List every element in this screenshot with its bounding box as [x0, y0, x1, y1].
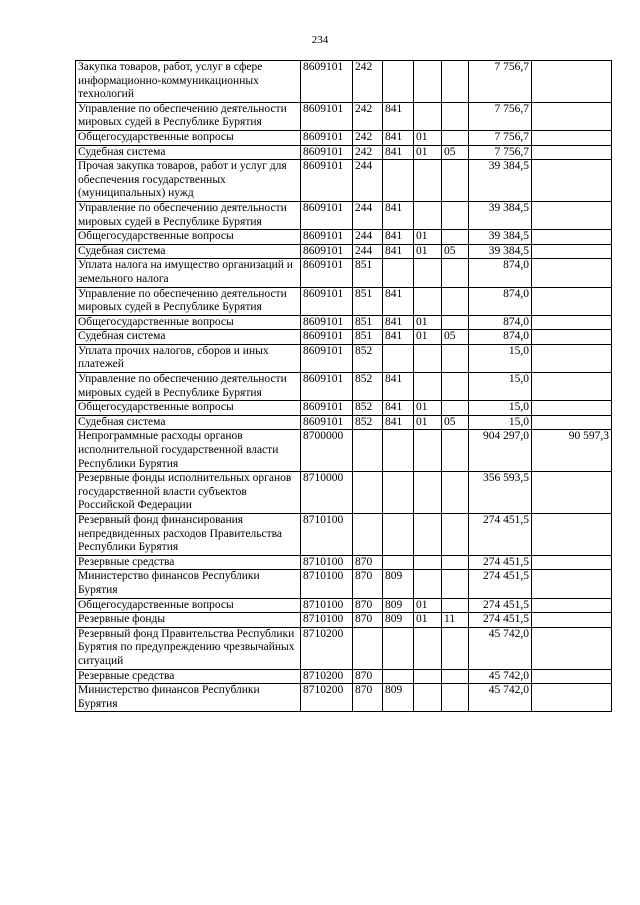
table-row: [76, 684, 612, 712]
table-row: [76, 287, 612, 315]
expense-type-cell: 851: [353, 259, 383, 287]
table-row: [76, 145, 612, 160]
subsection-cell: 05: [442, 415, 469, 430]
expense-name-cell: Уплата прочих налогов, сборов и иных платежей: [76, 344, 301, 372]
expense-type-cell: 852: [353, 415, 383, 430]
table-row: [76, 555, 612, 570]
ministry-code-cell: 841: [383, 102, 414, 130]
section-cell: [414, 555, 442, 570]
target-article-cell: 8710100: [301, 598, 353, 613]
expense-type-cell: 244: [353, 230, 383, 245]
subsection-cell: 05: [442, 330, 469, 345]
section-cell: [414, 627, 442, 669]
expense-name-cell: Уплата налога на имущество организаций и земельного налога: [76, 259, 301, 287]
expense-name-cell: Общегосударственные вопросы: [76, 230, 301, 245]
subsection-cell: [442, 598, 469, 613]
target-article-cell: 8710200: [301, 669, 353, 684]
table-row: [76, 373, 612, 401]
amount-cell: 356 593,5: [469, 472, 532, 514]
section-cell: [414, 430, 442, 472]
ministry-code-cell: 841: [383, 315, 414, 330]
amount-extra-cell: [532, 555, 612, 570]
ministry-code-cell: 841: [383, 145, 414, 160]
section-cell: 01: [414, 230, 442, 245]
expense-name-cell: Управление по обеспечению деятельности мировых судей в Республике Бурятия: [76, 287, 301, 315]
expense-type-cell: 242: [353, 61, 383, 103]
target-article-cell: 8609101: [301, 102, 353, 130]
table-row: [76, 102, 612, 130]
subsection-cell: [442, 555, 469, 570]
subsection-cell: [442, 160, 469, 202]
expense-name-cell: Общегосударственные вопросы: [76, 130, 301, 145]
section-cell: [414, 61, 442, 103]
target-article-cell: 8710100: [301, 613, 353, 628]
ministry-code-cell: 841: [383, 330, 414, 345]
expense-type-cell: [353, 627, 383, 669]
section-cell: [414, 102, 442, 130]
section-cell: [414, 160, 442, 202]
expense-name-cell: Резервные фонды исполнительных органов государственной власти субъектов Российской Федерации: [76, 472, 301, 514]
expense-type-cell: 870: [353, 555, 383, 570]
subsection-cell: [442, 373, 469, 401]
target-article-cell: 8710000: [301, 472, 353, 514]
section-cell: 01: [414, 145, 442, 160]
amount-extra-cell: [532, 61, 612, 103]
amount-extra-cell: [532, 344, 612, 372]
subsection-cell: [442, 627, 469, 669]
amount-cell: 39 384,5: [469, 201, 532, 229]
section-cell: [414, 201, 442, 229]
amount-extra-cell: [532, 684, 612, 712]
amount-extra-cell: [532, 570, 612, 598]
expense-type-cell: 244: [353, 160, 383, 202]
table-row: [76, 627, 612, 669]
amount-cell: 15,0: [469, 415, 532, 430]
amount-extra-cell: [532, 130, 612, 145]
target-article-cell: 8609101: [301, 201, 353, 229]
amount-extra-cell: 90 597,3: [532, 430, 612, 472]
amount-cell: 39 384,5: [469, 244, 532, 259]
amount-cell: 39 384,5: [469, 160, 532, 202]
table-row: [76, 201, 612, 229]
amount-extra-cell: [532, 230, 612, 245]
subsection-cell: [442, 430, 469, 472]
section-cell: 01: [414, 330, 442, 345]
ministry-code-cell: [383, 555, 414, 570]
amount-cell: 874,0: [469, 287, 532, 315]
amount-extra-cell: [532, 514, 612, 556]
ministry-code-cell: 809: [383, 598, 414, 613]
amount-extra-cell: [532, 315, 612, 330]
ministry-code-cell: 841: [383, 130, 414, 145]
table-row: [76, 344, 612, 372]
subsection-cell: [442, 669, 469, 684]
target-article-cell: 8609101: [301, 160, 353, 202]
subsection-cell: [442, 570, 469, 598]
target-article-cell: 8609101: [301, 315, 353, 330]
expense-name-cell: Общегосударственные вопросы: [76, 401, 301, 416]
ministry-code-cell: 809: [383, 570, 414, 598]
amount-cell: 874,0: [469, 330, 532, 345]
expense-name-cell: Прочая закупка товаров, работ и услуг для обеспечения государственных (муниципальных) нужд: [76, 160, 301, 202]
amount-cell: 39 384,5: [469, 230, 532, 245]
target-article-cell: 8609101: [301, 401, 353, 416]
ministry-code-cell: [383, 627, 414, 669]
target-article-cell: 8710200: [301, 627, 353, 669]
table-row: [76, 401, 612, 416]
amount-cell: 904 297,0: [469, 430, 532, 472]
expense-type-cell: [353, 472, 383, 514]
table-row: [76, 415, 612, 430]
amount-extra-cell: [532, 373, 612, 401]
table-row: [76, 315, 612, 330]
amount-extra-cell: [532, 259, 612, 287]
amount-cell: 274 451,5: [469, 514, 532, 556]
expense-type-cell: 244: [353, 244, 383, 259]
section-cell: [414, 259, 442, 287]
target-article-cell: 8609101: [301, 130, 353, 145]
subsection-cell: [442, 259, 469, 287]
subsection-cell: [442, 684, 469, 712]
amount-cell: 45 742,0: [469, 627, 532, 669]
section-cell: [414, 684, 442, 712]
amount-extra-cell: [532, 613, 612, 628]
section-cell: [414, 570, 442, 598]
target-article-cell: 8710100: [301, 570, 353, 598]
ministry-code-cell: [383, 259, 414, 287]
subsection-cell: [442, 102, 469, 130]
subsection-cell: [442, 401, 469, 416]
expense-name-cell: Резервные фонды: [76, 613, 301, 628]
subsection-cell: [442, 230, 469, 245]
section-cell: [414, 344, 442, 372]
ministry-code-cell: 841: [383, 415, 414, 430]
expense-type-cell: 242: [353, 145, 383, 160]
amount-cell: 274 451,5: [469, 613, 532, 628]
expense-type-cell: 852: [353, 401, 383, 416]
target-article-cell: 8609101: [301, 61, 353, 103]
subsection-cell: [442, 130, 469, 145]
target-article-cell: 8710100: [301, 514, 353, 556]
page-number: 234: [311, 34, 329, 46]
amount-cell: 274 451,5: [469, 570, 532, 598]
target-article-cell: 8609101: [301, 287, 353, 315]
amount-cell: 15,0: [469, 401, 532, 416]
section-cell: [414, 472, 442, 514]
amount-extra-cell: [532, 472, 612, 514]
expense-type-cell: [353, 514, 383, 556]
amount-cell: 15,0: [469, 373, 532, 401]
subsection-cell: [442, 201, 469, 229]
amount-cell: 7 756,7: [469, 130, 532, 145]
amount-cell: 874,0: [469, 259, 532, 287]
ministry-code-cell: [383, 472, 414, 514]
subsection-cell: 05: [442, 145, 469, 160]
target-article-cell: 8609101: [301, 230, 353, 245]
table-row: [76, 430, 612, 472]
expense-name-cell: Министерство финансов Республики Бурятия: [76, 570, 301, 598]
table-row: [76, 598, 612, 613]
amount-cell: 274 451,5: [469, 555, 532, 570]
amount-extra-cell: [532, 415, 612, 430]
expense-name-cell: Министерство финансов Республики Бурятия: [76, 684, 301, 712]
table-row: [76, 613, 612, 628]
expense-name-cell: Судебная система: [76, 145, 301, 160]
target-article-cell: 8700000: [301, 430, 353, 472]
expense-name-cell: Судебная система: [76, 330, 301, 345]
amount-cell: 874,0: [469, 315, 532, 330]
section-cell: 01: [414, 130, 442, 145]
table-row: [76, 669, 612, 684]
table-row: [76, 259, 612, 287]
expense-name-cell: Непрограммные расходы органов исполнительной государственной власти Республики Бурятия: [76, 430, 301, 472]
section-cell: [414, 287, 442, 315]
amount-cell: 15,0: [469, 344, 532, 372]
amount-extra-cell: [532, 669, 612, 684]
expense-type-cell: [353, 430, 383, 472]
ministry-code-cell: [383, 669, 414, 684]
amount-extra-cell: [532, 244, 612, 259]
section-cell: 01: [414, 401, 442, 416]
section-cell: [414, 373, 442, 401]
amount-extra-cell: [532, 201, 612, 229]
expense-type-cell: 870: [353, 598, 383, 613]
amount-extra-cell: [532, 102, 612, 130]
table-row: [76, 514, 612, 556]
target-article-cell: 8609101: [301, 330, 353, 345]
expense-name-cell: Резервный фонд Правительства Республики Бурятия по предупреждению чрезвычайных ситуаций: [76, 627, 301, 669]
section-cell: [414, 669, 442, 684]
table-row: [76, 570, 612, 598]
ministry-code-cell: 841: [383, 230, 414, 245]
ministry-code-cell: [383, 160, 414, 202]
target-article-cell: 8609101: [301, 344, 353, 372]
ministry-code-cell: 841: [383, 244, 414, 259]
expense-name-cell: Резервные средства: [76, 555, 301, 570]
table-row: [76, 230, 612, 245]
expense-name-cell: Закупка товаров, работ, услуг в сфере информационно-коммуникационных технологий: [76, 61, 301, 103]
amount-extra-cell: [532, 627, 612, 669]
ministry-code-cell: [383, 430, 414, 472]
table-row: [76, 61, 612, 103]
expense-type-cell: 242: [353, 102, 383, 130]
target-article-cell: 8609101: [301, 415, 353, 430]
expense-type-cell: 870: [353, 669, 383, 684]
target-article-cell: 8609101: [301, 373, 353, 401]
table-row: [76, 472, 612, 514]
expense-name-cell: Управление по обеспечению деятельности мировых судей в Республике Бурятия: [76, 102, 301, 130]
expense-type-cell: 851: [353, 315, 383, 330]
subsection-cell: [442, 344, 469, 372]
amount-extra-cell: [532, 145, 612, 160]
expense-name-cell: Судебная система: [76, 415, 301, 430]
subsection-cell: [442, 514, 469, 556]
expense-name-cell: Общегосударственные вопросы: [76, 315, 301, 330]
amount-extra-cell: [532, 160, 612, 202]
expense-type-cell: 870: [353, 684, 383, 712]
expense-name-cell: Судебная система: [76, 244, 301, 259]
expense-type-cell: 852: [353, 373, 383, 401]
target-article-cell: 8609101: [301, 145, 353, 160]
expense-type-cell: 870: [353, 613, 383, 628]
budget-table: [75, 60, 612, 712]
table-row: [76, 160, 612, 202]
section-cell: 01: [414, 244, 442, 259]
subsection-cell: 11: [442, 613, 469, 628]
expense-type-cell: 851: [353, 287, 383, 315]
ministry-code-cell: 841: [383, 201, 414, 229]
section-cell: 01: [414, 598, 442, 613]
expense-type-cell: 851: [353, 330, 383, 345]
expense-name-cell: Общегосударственные вопросы: [76, 598, 301, 613]
table-row: [76, 244, 612, 259]
amount-extra-cell: [532, 598, 612, 613]
ministry-code-cell: [383, 514, 414, 556]
amount-cell: 45 742,0: [469, 669, 532, 684]
ministry-code-cell: [383, 344, 414, 372]
expense-type-cell: 852: [353, 344, 383, 372]
ministry-code-cell: 809: [383, 613, 414, 628]
amount-cell: 7 756,7: [469, 61, 532, 103]
expense-type-cell: 242: [353, 130, 383, 145]
section-cell: 01: [414, 613, 442, 628]
ministry-code-cell: 809: [383, 684, 414, 712]
expense-type-cell: 870: [353, 570, 383, 598]
budget-table-body: [76, 61, 612, 712]
subsection-cell: 05: [442, 244, 469, 259]
ministry-code-cell: 841: [383, 373, 414, 401]
target-article-cell: 8609101: [301, 244, 353, 259]
ministry-code-cell: 841: [383, 287, 414, 315]
amount-extra-cell: [532, 330, 612, 345]
table-row: [76, 330, 612, 345]
ministry-code-cell: [383, 61, 414, 103]
amount-extra-cell: [532, 401, 612, 416]
section-cell: [414, 514, 442, 556]
expense-name-cell: Резервный фонд финансирования непредвиденных расходов Правительства Республики Бурятия: [76, 514, 301, 556]
expense-name-cell: Управление по обеспечению деятельности мировых судей в Республике Бурятия: [76, 373, 301, 401]
target-article-cell: 8710200: [301, 684, 353, 712]
section-cell: 01: [414, 415, 442, 430]
amount-cell: 7 756,7: [469, 145, 532, 160]
expense-name-cell: Резервные средства: [76, 669, 301, 684]
subsection-cell: [442, 287, 469, 315]
table-row: [76, 130, 612, 145]
expense-name-cell: Управление по обеспечению деятельности мировых судей в Республике Бурятия: [76, 201, 301, 229]
target-article-cell: 8710100: [301, 555, 353, 570]
ministry-code-cell: 841: [383, 401, 414, 416]
target-article-cell: 8609101: [301, 259, 353, 287]
amount-extra-cell: [532, 287, 612, 315]
subsection-cell: [442, 61, 469, 103]
subsection-cell: [442, 315, 469, 330]
amount-cell: 274 451,5: [469, 598, 532, 613]
amount-cell: 45 742,0: [469, 684, 532, 712]
amount-cell: 7 756,7: [469, 102, 532, 130]
expense-type-cell: 244: [353, 201, 383, 229]
section-cell: 01: [414, 315, 442, 330]
subsection-cell: [442, 472, 469, 514]
